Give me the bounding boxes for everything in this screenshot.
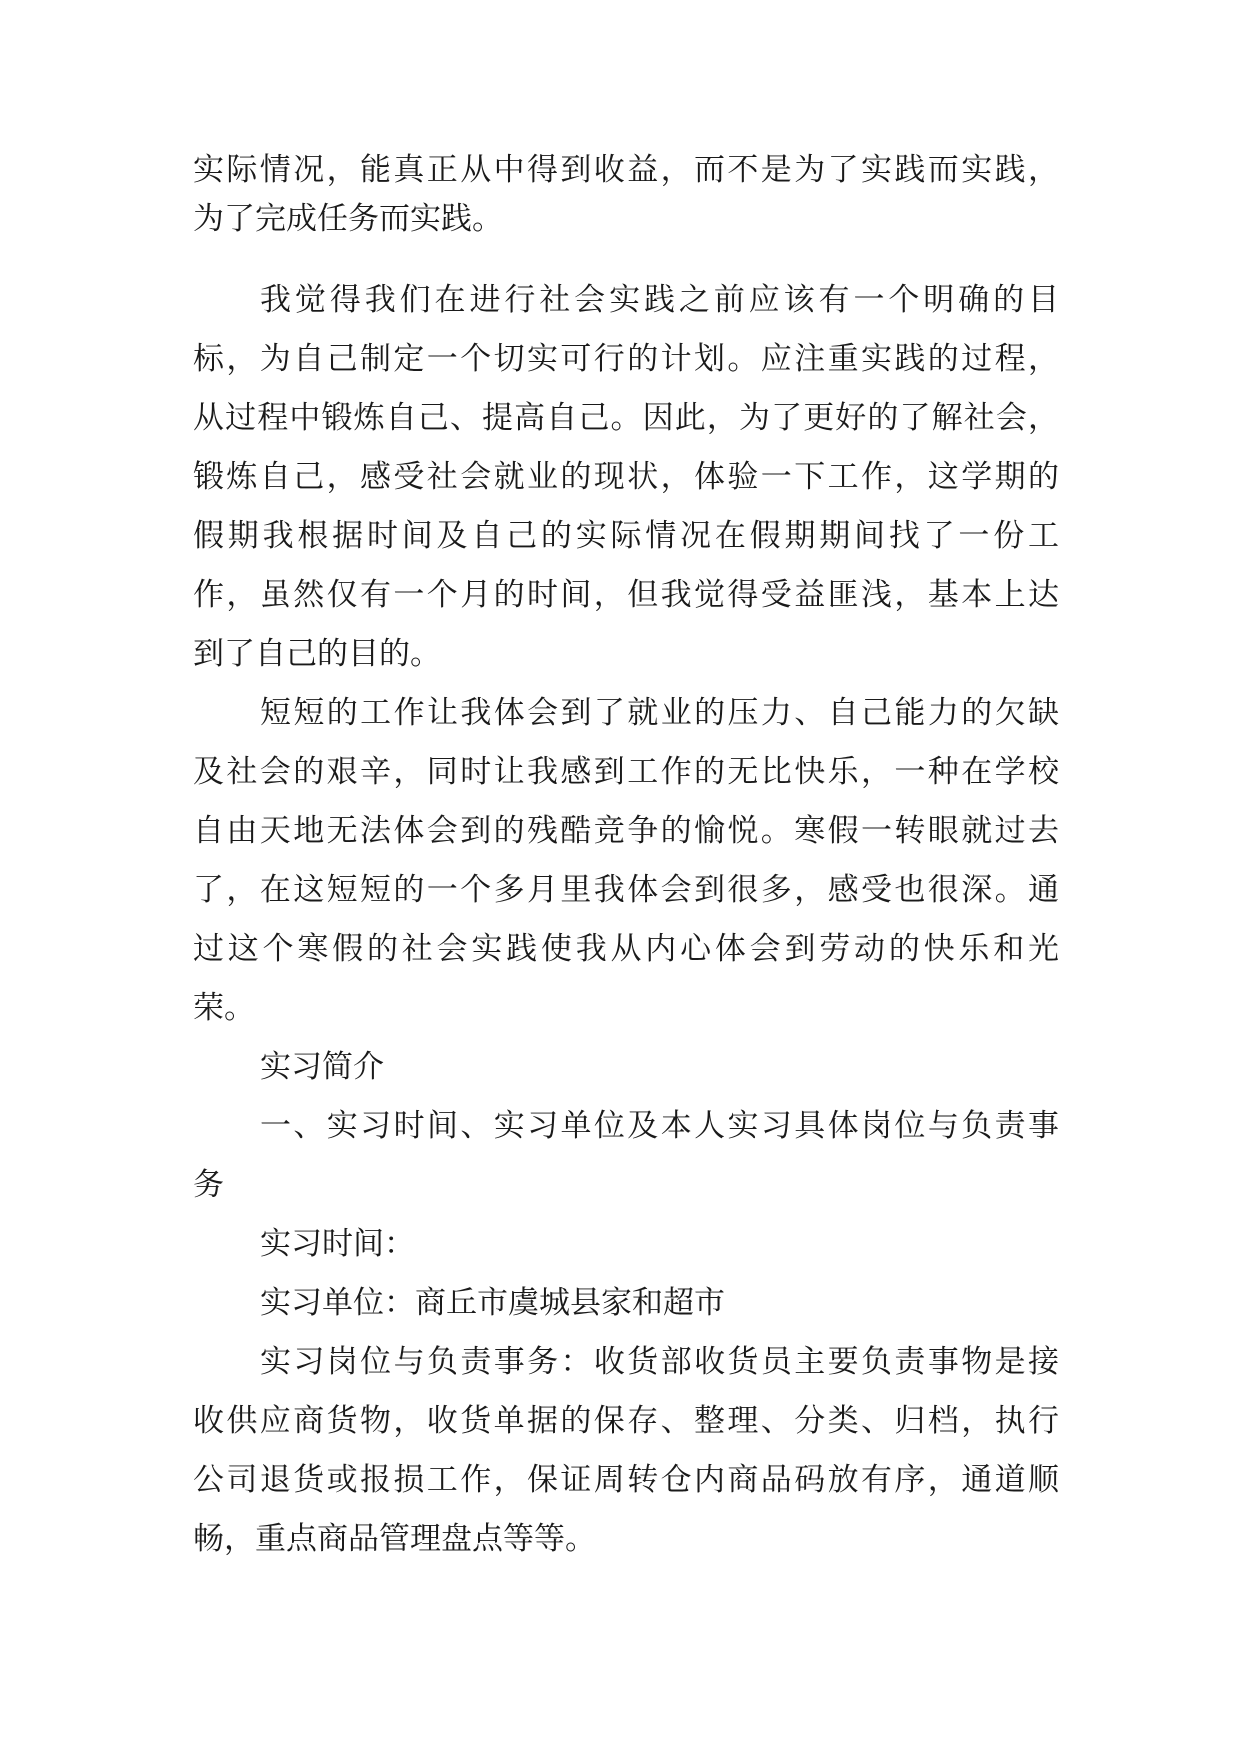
text-line: 假期我根据时间及自己的实际情况在假期期间找了一份工 <box>193 518 1059 554</box>
text-line: 短短的工作让我体会到了就业的压力、自己能力的欠缺 <box>260 695 1059 731</box>
text-line: 务 <box>193 1167 224 1203</box>
text-line: 从过程中锻炼自己、提高自己。因此，为了更好的了解社会， <box>193 400 1059 436</box>
text-line: 我觉得我们在进行社会实践之前应该有一个明确的目 <box>260 282 1059 318</box>
text-line: 到了自己的目的。 <box>193 636 441 672</box>
text-line: 作，虽然仅有一个月的时间，但我觉得受益匪浅，基本上达 <box>193 577 1059 613</box>
text-line: 及社会的艰辛，同时让我感到工作的无比快乐，一种在学校 <box>193 754 1059 790</box>
text-line: 实习岗位与负责事务：收货部收货员主要负责事物是接 <box>260 1344 1059 1380</box>
section-heading: 实习简介 <box>260 1049 384 1085</box>
text-line: 畅，重点商品管理盘点等等。 <box>193 1521 596 1557</box>
text-line: 锻炼自己，感受社会就业的现状，体验一下工作，这学期的 <box>193 459 1059 495</box>
text-line: 公司退货或报损工作，保证周转仓内商品码放有序，通道顺 <box>193 1462 1059 1498</box>
text-line: 实习时间： <box>260 1226 415 1262</box>
text-line: 荣。 <box>193 990 255 1026</box>
text-line: 实习单位：商丘市虞城县家和超市 <box>260 1285 725 1321</box>
text-line: 了，在这短短的一个多月里我体会到很多，感受也很深。通 <box>193 872 1059 908</box>
text-line: 为了完成任务而实践。 <box>193 201 503 237</box>
text-line: 过这个寒假的社会实践使我从内心体会到劳动的快乐和光 <box>193 931 1059 967</box>
text-line: 自由天地无法体会到的残酷竞争的愉悦。寒假一转眼就过去 <box>193 813 1059 849</box>
text-line: 一、实习时间、实习单位及本人实习具体岗位与负责事 <box>260 1108 1059 1144</box>
text-line: 实际情况，能真正从中得到收益，而不是为了实践而实践， <box>193 152 1059 188</box>
text-line: 收供应商货物，收货单据的保存、整理、分类、归档，执行 <box>193 1403 1059 1439</box>
text-line: 标，为自己制定一个切实可行的计划。应注重实践的过程， <box>193 341 1059 377</box>
